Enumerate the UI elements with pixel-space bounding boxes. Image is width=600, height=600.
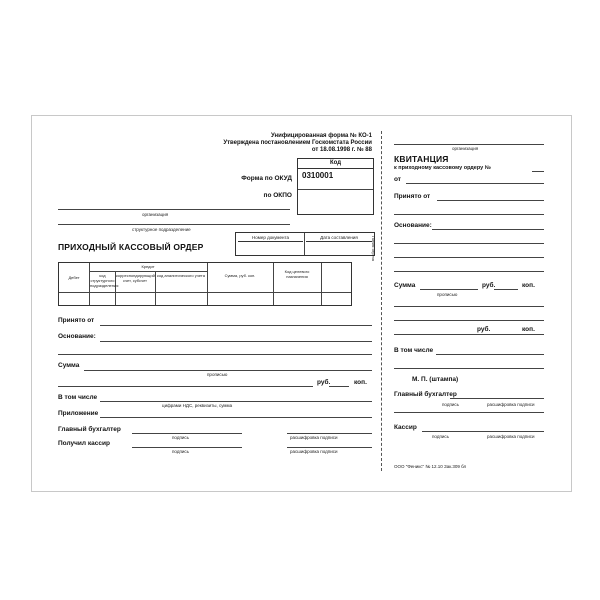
- col-credit: Кредит: [141, 264, 155, 269]
- attachment-line[interactable]: [100, 417, 372, 418]
- organization-line[interactable]: [58, 209, 290, 210]
- receipt-cashier-decode-caption: расшифровка подписи: [487, 434, 535, 439]
- cashier-signature-caption: подпись: [172, 449, 190, 454]
- receipt-org-line[interactable]: [394, 144, 544, 145]
- unit-caption: структурное подразделение: [132, 227, 191, 232]
- amount-label: Сумма: [58, 362, 80, 369]
- chief-decode-caption: расшифровка подписи: [290, 435, 338, 440]
- form-ref: Унифицированная форма № КО-1: [271, 133, 372, 139]
- cash-receipt-form-sheet: [31, 115, 572, 492]
- kop-label: коп.: [354, 379, 367, 386]
- receipt-basis-label: Основание:: [394, 222, 432, 229]
- unit-line[interactable]: [58, 224, 290, 225]
- received-from-label: Принято от: [58, 317, 95, 324]
- cut-line-text: Линия отреза: [371, 236, 376, 261]
- code-label: Код: [298, 159, 373, 169]
- col-purpose-code: Код целевого назначения: [284, 269, 310, 279]
- okpo-label: по ОКПО: [263, 192, 292, 199]
- receipt-chief-line[interactable]: [450, 398, 544, 399]
- basis-line-2[interactable]: [58, 354, 372, 355]
- col-analytic-code: код аналитического учета: [157, 273, 205, 278]
- receipt-basis-line-4[interactable]: [394, 271, 544, 272]
- receipt-from-label: от: [394, 176, 401, 183]
- receipt-including-line[interactable]: [436, 354, 544, 355]
- receipt-mp-label: М. П. (штампа): [412, 376, 459, 383]
- including-label: В том числе: [58, 394, 98, 401]
- doc-number-label: Номер документа: [238, 235, 303, 242]
- cashier-decode-caption: расшифровка подписи: [290, 449, 338, 454]
- vat-caption: цифрами НДС, реквизиты, сумма: [162, 403, 233, 408]
- rub-label: руб.: [317, 379, 331, 386]
- approved-by: Утверждена постановлением Госкомстата России: [223, 140, 372, 146]
- code-box: [297, 158, 374, 215]
- receipt-kop-label: коп.: [522, 282, 535, 289]
- chief-accountant-label: Главный бухгалтер: [58, 426, 121, 433]
- amount-line[interactable]: [84, 370, 372, 371]
- receipt-chief-decode-caption: расшифровка подписи: [487, 402, 535, 407]
- org-caption: организация: [142, 212, 169, 217]
- receipt-rub-label-2: руб.: [477, 326, 491, 333]
- receipt-cashier-label: Кассир: [394, 424, 417, 431]
- amount-line-2[interactable]: [58, 386, 313, 387]
- received-from-line[interactable]: [100, 325, 372, 326]
- receipt-received-from-label: Принято от: [394, 193, 431, 200]
- chief-signature-caption: подпись: [172, 435, 190, 440]
- receipt-received-line-2[interactable]: [394, 214, 544, 215]
- basis-label: Основание:: [58, 333, 96, 340]
- receipt-including-label: В том числе: [394, 347, 434, 354]
- receipt-chief-signature-caption: подпись: [442, 402, 460, 407]
- receipt-amount-label: Сумма: [394, 282, 416, 289]
- receipt-rub-label: руб.: [482, 282, 496, 289]
- receipt-title: КВИТАНЦИЯ: [394, 154, 449, 164]
- basis-line[interactable]: [100, 341, 372, 342]
- amount-words-caption: прописью: [207, 372, 228, 377]
- attachment-label: Приложение: [58, 410, 99, 417]
- receipt-cashier-line[interactable]: [422, 431, 544, 432]
- approved-date: от 18.08.1998 г. № 88: [311, 147, 372, 153]
- chief-accountant-signature-line[interactable]: [132, 433, 242, 434]
- receipt-to-order: к приходному кассовому ордеру №: [394, 165, 491, 171]
- doc-number-date-box: [235, 232, 375, 256]
- cashier-received-label: Получил кассир: [58, 440, 110, 447]
- receipt-received-line[interactable]: [437, 200, 544, 201]
- cashier-decode-line[interactable]: [287, 447, 372, 448]
- receipt-basis-line-3[interactable]: [394, 257, 544, 258]
- okud-code: 0310001: [302, 171, 334, 180]
- receipt-chief-accountant-label: Главный бухгалтер: [394, 391, 457, 398]
- chief-accountant-decode-line[interactable]: [287, 433, 372, 434]
- including-line[interactable]: [100, 401, 372, 402]
- receipt-cashier-signature-caption: подпись: [432, 434, 450, 439]
- cut-line: [381, 131, 382, 471]
- receipt-basis-line-2[interactable]: [394, 243, 544, 244]
- receipt-kop-label-2: коп.: [522, 326, 535, 333]
- receipt-words-caption: прописью: [437, 292, 458, 297]
- col-unit-code: код структурного подразделения: [90, 273, 119, 288]
- debit-credit-table: [58, 262, 352, 306]
- receipt-amount-line-2[interactable]: [394, 306, 544, 307]
- okud-label: Форма по ОКУД: [241, 175, 292, 182]
- receipt-amount-line-3[interactable]: [394, 320, 544, 321]
- col-corr-account: корреспондирующий счет, субсчет: [116, 273, 155, 283]
- col-debit: Дебет: [68, 275, 80, 280]
- doc-date-label: Дата составления: [306, 235, 372, 242]
- receipt-basis-line[interactable]: [432, 229, 544, 230]
- receipt-footer: ООО "Феникс" № 12.10 Зак.309 бл: [394, 464, 467, 469]
- receipt-org-caption: организация: [452, 146, 479, 151]
- order-title: ПРИХОДНЫЙ КАССОВЫЙ ОРДЕР: [58, 242, 204, 252]
- cashier-signature-line[interactable]: [132, 447, 242, 448]
- col-amount: Сумма, руб. коп.: [224, 273, 256, 278]
- receipt-amount-line[interactable]: [420, 289, 478, 290]
- receipt-from-line[interactable]: [406, 183, 544, 184]
